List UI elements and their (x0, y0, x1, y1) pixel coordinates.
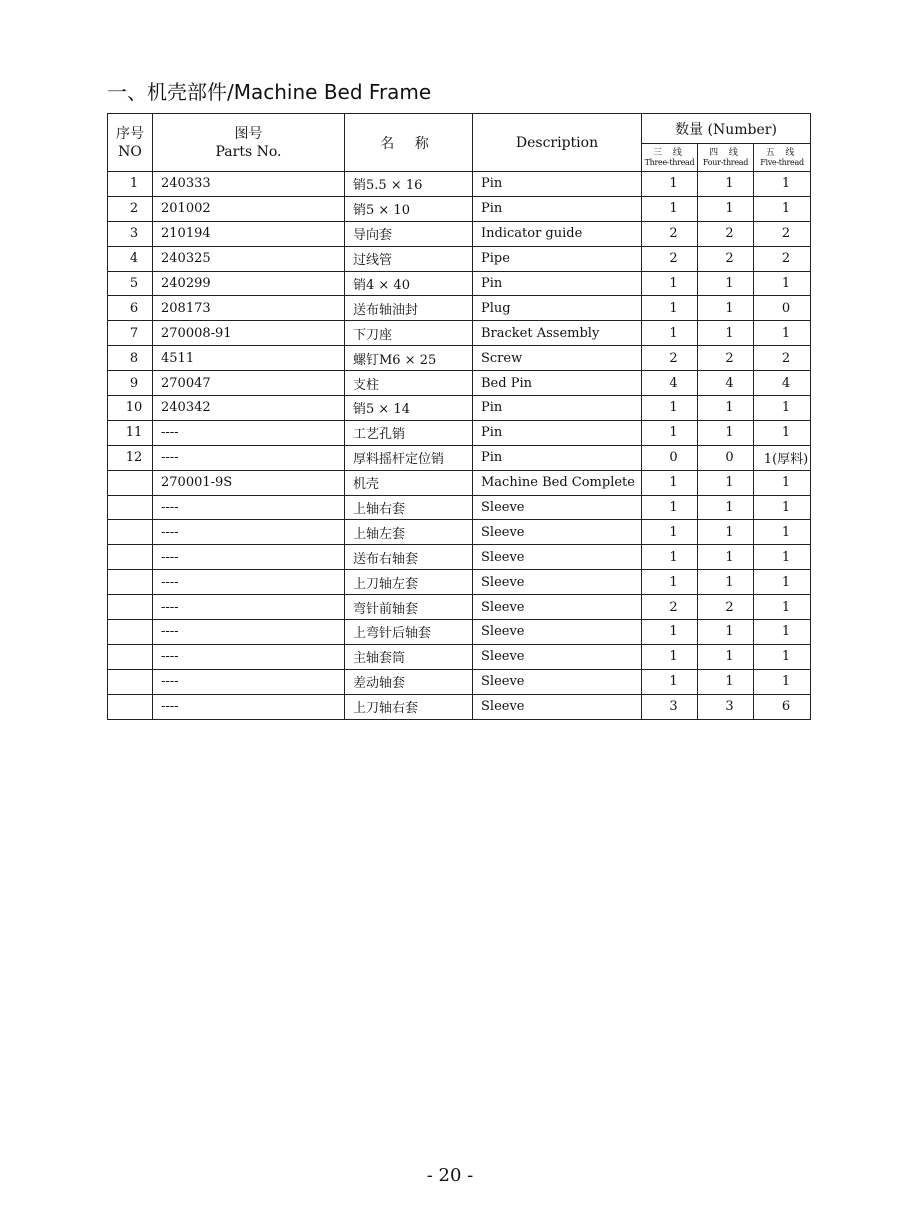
row-qty-four: 2 (698, 246, 754, 271)
row-qty-three: 3 (642, 694, 698, 719)
row-no (108, 495, 153, 520)
header-parts-en: Parts No. (215, 143, 282, 160)
row-name: 工艺孔销 (345, 420, 473, 445)
row-description: Screw (473, 346, 642, 371)
row-name: 送布右轴套 (345, 545, 473, 570)
row-description: Indicator guide (473, 221, 642, 246)
header-no-cn: 序号 (116, 125, 144, 142)
row-qty-four: 0 (698, 445, 754, 470)
table-row (108, 520, 811, 545)
row-description: Pin (473, 445, 642, 470)
header-five-thread (754, 144, 811, 172)
row-name: 销5.5 × 16 (345, 172, 473, 197)
row-qty-three: 2 (642, 246, 698, 271)
header-five-cn: 五 线 (765, 147, 799, 158)
row-qty-five: 1 (754, 196, 811, 221)
header-no (108, 114, 153, 172)
row-description: Machine Bed Complete (473, 470, 642, 495)
row-qty-four: 1 (698, 196, 754, 221)
row-description: Pin (473, 196, 642, 221)
table-row (108, 420, 811, 445)
row-parts-no: ---- (153, 495, 345, 520)
row-parts-no: ---- (153, 669, 345, 694)
row-qty-three: 1 (642, 196, 698, 221)
row-qty-three: 2 (642, 221, 698, 246)
row-no: 11 (108, 420, 153, 445)
row-parts-no: 240333 (153, 172, 345, 197)
row-qty-three: 1 (642, 495, 698, 520)
table-row (108, 221, 811, 246)
row-name: 上弯针后轴套 (345, 620, 473, 645)
row-qty-five: 1(厚料) (754, 445, 811, 470)
row-qty-five: 1 (754, 470, 811, 495)
parts-table (107, 113, 811, 720)
row-qty-three: 2 (642, 346, 698, 371)
row-qty-three: 2 (642, 595, 698, 620)
row-qty-four: 3 (698, 694, 754, 719)
row-parts-no: ---- (153, 694, 345, 719)
row-parts-no: ---- (153, 595, 345, 620)
row-qty-five: 1 (754, 520, 811, 545)
row-qty-five: 1 (754, 321, 811, 346)
row-qty-five: 1 (754, 570, 811, 595)
header-four-thread (698, 144, 754, 172)
row-name: 导向套 (345, 221, 473, 246)
row-name: 机壳 (345, 470, 473, 495)
row-no: 1 (108, 172, 153, 197)
row-qty-three: 1 (642, 396, 698, 421)
row-qty-five: 1 (754, 669, 811, 694)
row-qty-four: 1 (698, 669, 754, 694)
row-description: Pin (473, 271, 642, 296)
row-parts-no: 210194 (153, 221, 345, 246)
table-row (108, 321, 811, 346)
row-qty-four: 2 (698, 221, 754, 246)
row-description: Sleeve (473, 669, 642, 694)
table-row (108, 644, 811, 669)
table-row (108, 570, 811, 595)
row-qty-four: 1 (698, 172, 754, 197)
header-four-en: Four-thread (702, 157, 749, 167)
row-no: 9 (108, 371, 153, 396)
table-row (108, 620, 811, 645)
table-row (108, 445, 811, 470)
row-no: 5 (108, 271, 153, 296)
page-number: - 20 - (426, 1165, 474, 1186)
header-five-en: Five-thread (760, 157, 804, 167)
row-no: 12 (108, 445, 153, 470)
row-name: 上刀轴右套 (345, 694, 473, 719)
row-qty-five: 1 (754, 595, 811, 620)
row-no: 4 (108, 246, 153, 271)
row-no: 10 (108, 396, 153, 421)
row-no: 3 (108, 221, 153, 246)
row-parts-no: 270047 (153, 371, 345, 396)
row-qty-three: 1 (642, 545, 698, 570)
row-parts-no: ---- (153, 445, 345, 470)
table-row (108, 346, 811, 371)
row-no: 7 (108, 321, 153, 346)
row-qty-four: 4 (698, 371, 754, 396)
row-parts-no: 208173 (153, 296, 345, 321)
header-three-en: Three-thread (644, 157, 695, 167)
row-parts-no: 240299 (153, 271, 345, 296)
row-parts-no: 4511 (153, 346, 345, 371)
row-name: 差动轴套 (345, 669, 473, 694)
row-parts-no: ---- (153, 420, 345, 445)
row-qty-four: 1 (698, 570, 754, 595)
row-name: 厚料摇杆定位销 (345, 445, 473, 470)
header-three-thread (642, 144, 698, 172)
row-qty-four: 1 (698, 545, 754, 570)
row-qty-three: 1 (642, 644, 698, 669)
row-qty-five: 1 (754, 545, 811, 570)
row-parts-no: ---- (153, 620, 345, 645)
table-row (108, 172, 811, 197)
row-qty-five: 1 (754, 271, 811, 296)
row-qty-three: 1 (642, 520, 698, 545)
row-name: 上轴右套 (345, 495, 473, 520)
table-row (108, 470, 811, 495)
row-qty-three: 1 (642, 321, 698, 346)
row-qty-four: 1 (698, 296, 754, 321)
row-qty-three: 4 (642, 371, 698, 396)
row-qty-four: 1 (698, 520, 754, 545)
row-no (108, 570, 153, 595)
row-name: 销5 × 14 (345, 396, 473, 421)
row-name: 弯针前轴套 (345, 595, 473, 620)
row-parts-no: ---- (153, 644, 345, 669)
row-qty-five: 1 (754, 396, 811, 421)
row-description: Sleeve (473, 694, 642, 719)
row-name: 螺钉M6 × 25 (345, 346, 473, 371)
row-parts-no: 201002 (153, 196, 345, 221)
row-description: Sleeve (473, 570, 642, 595)
row-qty-five: 2 (754, 246, 811, 271)
table-row (108, 246, 811, 271)
table-row (108, 271, 811, 296)
row-name: 主轴套筒 (345, 644, 473, 669)
row-qty-four: 1 (698, 470, 754, 495)
row-description: Pin (473, 172, 642, 197)
row-no: 2 (108, 196, 153, 221)
row-qty-five: 1 (754, 420, 811, 445)
row-qty-five: 2 (754, 221, 811, 246)
row-parts-no: ---- (153, 545, 345, 570)
row-parts-no: 240342 (153, 396, 345, 421)
row-qty-four: 1 (698, 321, 754, 346)
row-description: Sleeve (473, 495, 642, 520)
row-qty-three: 0 (642, 445, 698, 470)
row-no: 8 (108, 346, 153, 371)
row-description: Sleeve (473, 520, 642, 545)
row-no (108, 694, 153, 719)
row-qty-three: 1 (642, 669, 698, 694)
row-qty-five: 0 (754, 296, 811, 321)
header-four-cn: 四 线 (709, 147, 742, 158)
row-qty-three: 1 (642, 172, 698, 197)
row-qty-five: 1 (754, 644, 811, 669)
row-qty-three: 1 (642, 420, 698, 445)
row-description: Bracket Assembly (473, 321, 642, 346)
row-qty-four: 1 (698, 271, 754, 296)
row-qty-five: 4 (754, 371, 811, 396)
header-description: Description (473, 114, 642, 172)
row-name: 过线管 (345, 246, 473, 271)
row-parts-no: 270008-91 (153, 321, 345, 346)
row-qty-three: 1 (642, 470, 698, 495)
row-qty-five: 1 (754, 495, 811, 520)
row-qty-three: 1 (642, 570, 698, 595)
row-description: Plug (473, 296, 642, 321)
table-row (108, 495, 811, 520)
row-no (108, 620, 153, 645)
row-no (108, 545, 153, 570)
header-number: 数量 (Number) (642, 114, 811, 144)
row-qty-five: 1 (754, 172, 811, 197)
row-qty-three: 1 (642, 271, 698, 296)
row-description: Bed Pin (473, 371, 642, 396)
row-name: 送布轴油封 (345, 296, 473, 321)
row-description: Pin (473, 396, 642, 421)
row-parts-no: 240325 (153, 246, 345, 271)
row-no (108, 669, 153, 694)
row-no (108, 644, 153, 669)
row-qty-four: 1 (698, 420, 754, 445)
row-qty-four: 2 (698, 595, 754, 620)
header-name: 名 称 (345, 114, 473, 172)
table-row (108, 595, 811, 620)
row-parts-no: 270001-9S (153, 470, 345, 495)
row-description: Pin (473, 420, 642, 445)
row-qty-five: 6 (754, 694, 811, 719)
row-qty-four: 1 (698, 495, 754, 520)
table-row (108, 296, 811, 321)
header-parts-no (153, 114, 345, 172)
row-qty-four: 1 (698, 620, 754, 645)
table-row (108, 669, 811, 694)
row-name: 支柱 (345, 371, 473, 396)
row-qty-three: 1 (642, 296, 698, 321)
parts-table-body (108, 172, 811, 720)
header-three-cn: 三 线 (653, 147, 686, 158)
row-qty-five: 1 (754, 620, 811, 645)
row-qty-three: 1 (642, 620, 698, 645)
row-name: 上轴左套 (345, 520, 473, 545)
row-description: Sleeve (473, 545, 642, 570)
row-name: 上刀轴左套 (345, 570, 473, 595)
row-parts-no: ---- (153, 520, 345, 545)
header-no-en: NO (118, 143, 142, 160)
row-qty-four: 1 (698, 644, 754, 669)
row-no (108, 520, 153, 545)
row-description: Pipe (473, 246, 642, 271)
row-name: 销5 × 10 (345, 196, 473, 221)
header-parts-cn: 图号 (234, 125, 263, 142)
table-row (108, 694, 811, 719)
row-qty-four: 2 (698, 346, 754, 371)
table-row (108, 196, 811, 221)
table-row (108, 396, 811, 421)
row-description: Sleeve (473, 644, 642, 669)
row-qty-five: 2 (754, 346, 811, 371)
row-qty-four: 1 (698, 396, 754, 421)
row-no (108, 470, 153, 495)
row-description: Sleeve (473, 620, 642, 645)
row-parts-no: ---- (153, 570, 345, 595)
row-name: 销4 × 40 (345, 271, 473, 296)
row-no: 6 (108, 296, 153, 321)
page-title: 一、机壳部件/Machine Bed Frame (107, 80, 432, 104)
table-row (108, 545, 811, 570)
row-description: Sleeve (473, 595, 642, 620)
row-name: 下刀座 (345, 321, 473, 346)
row-no (108, 595, 153, 620)
table-row (108, 371, 811, 396)
